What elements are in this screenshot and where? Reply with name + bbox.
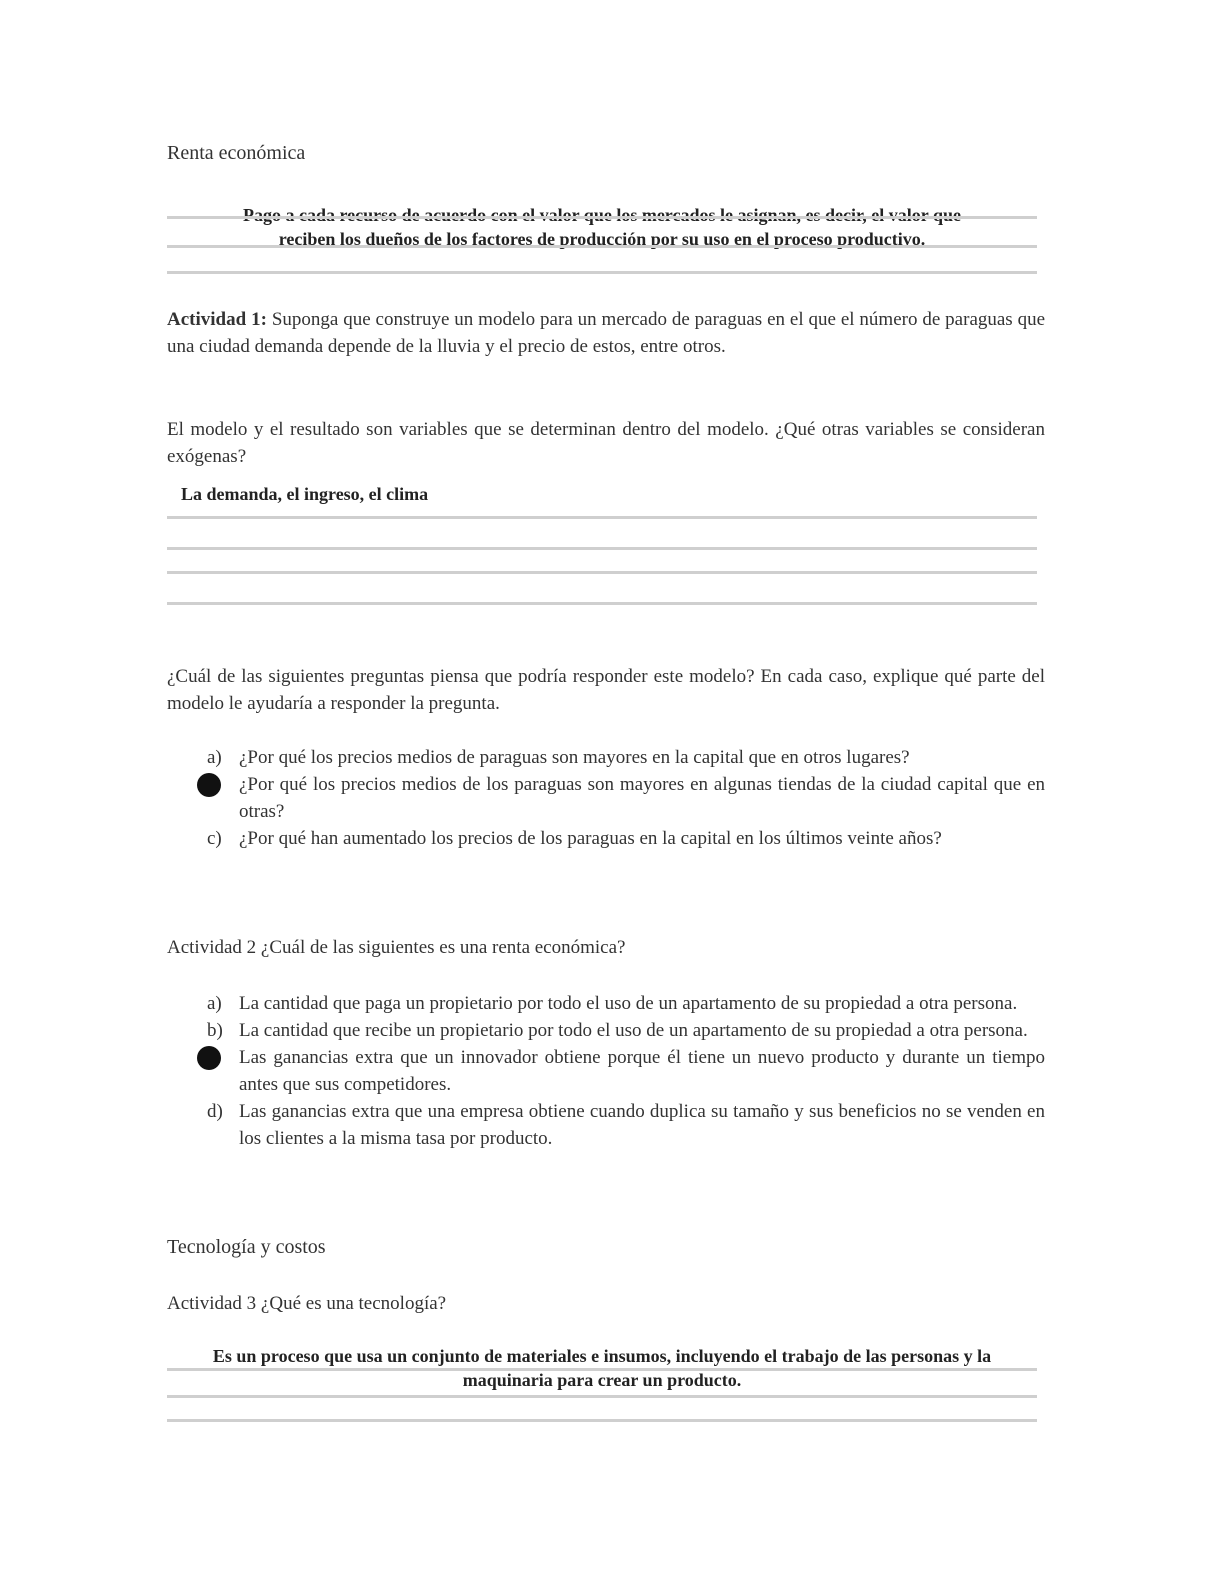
activity-2-question: Actividad 2 ¿Cuál de las siguientes es una renta económica? bbox=[167, 937, 626, 958]
answer-line bbox=[167, 216, 1037, 219]
section-title-tecnologia: Tecnología y costos bbox=[167, 1236, 326, 1258]
option-text: La cantidad que recibe un propietario por todo el uso de un apartamento de su propiedad a otra persona. bbox=[239, 1020, 1028, 1041]
option-c[interactable] bbox=[167, 825, 1045, 852]
option-a[interactable] bbox=[167, 990, 1045, 1017]
section-title-renta: Renta económica bbox=[167, 142, 306, 164]
activity-1-intro-text: Suponga que construye un modelo para un mercado de paraguas en el que el número de paraguas que una ciudad demanda depende de la lluvia y el precio de estos, entre otros. bbox=[167, 309, 1046, 357]
answer-line bbox=[167, 1419, 1037, 1422]
answer-line bbox=[167, 602, 1037, 605]
activity-3-answer: Es un proceso que usa un conjunto de materiales e insumos, incluyendo el trabajo de las personas y la maquinaria para crear un producto. bbox=[212, 1346, 992, 1390]
option-b[interactable] bbox=[167, 1017, 1045, 1044]
activity-2-options bbox=[167, 990, 1045, 1152]
selected-marker-icon bbox=[197, 773, 221, 797]
answer-box-activity-1 bbox=[167, 484, 1037, 505]
activity-1-intro bbox=[167, 306, 1045, 360]
option-text: ¿Por qué han aumentado los precios de los paraguas en la capital en los últimos veinte años? bbox=[239, 828, 942, 849]
option-letter: d) bbox=[207, 1101, 223, 1122]
answer-line bbox=[167, 271, 1037, 274]
activity-1-question-2: ¿Cuál de las siguientes preguntas piensa que podría responder este modelo? En cada caso, explique qué parte del modelo le ayudaría a responder la pregunta. bbox=[167, 666, 1045, 714]
selected-marker-icon bbox=[197, 1046, 221, 1070]
answer-box-activity-3 bbox=[167, 1344, 1037, 1392]
option-text: Las ganancias extra que una empresa obtiene cuando duplica su tamaño y sus beneficios no se venden en los clientes a la misma tasa por producto. bbox=[239, 1101, 1045, 1149]
option-letter: b) bbox=[207, 1020, 223, 1041]
option-c[interactable] bbox=[167, 1044, 1045, 1098]
activity-1-question: El modelo y el resultado son variables que se determinan dentro del modelo. ¿Qué otras variables se consideran exógenas? bbox=[167, 419, 1045, 467]
option-letter: c) bbox=[207, 828, 222, 849]
option-text: ¿Por qué los precios medios de los paraguas son mayores en algunas tiendas de la ciudad capital que en otras? bbox=[239, 774, 1045, 822]
answer-line bbox=[167, 1368, 1037, 1371]
activity-3-question: Actividad 3 ¿Qué es una tecnología? bbox=[167, 1293, 447, 1314]
option-b[interactable] bbox=[167, 771, 1045, 825]
answer-text-1: Pago a cada recurso de acuerdo con el valor que los mercados le asignan, es decir, el valor que reciben los dueños de los factores de producción por su uso en el proceso productivo. bbox=[243, 205, 961, 249]
option-a[interactable] bbox=[167, 744, 1045, 771]
option-d[interactable] bbox=[167, 1098, 1045, 1152]
answer-line bbox=[167, 547, 1037, 550]
option-text: ¿Por qué los precios medios de paraguas son mayores en la capital que en otros lugares? bbox=[239, 747, 910, 768]
option-text: La cantidad que paga un propietario por todo el uso de un apartamento de su propiedad a otra persona. bbox=[239, 993, 1018, 1014]
activity-1-options bbox=[167, 744, 1045, 852]
answer-box-1 bbox=[167, 203, 1037, 275]
activity-1-answer: La demanda, el ingreso, el clima bbox=[181, 484, 429, 504]
option-letter: a) bbox=[207, 993, 222, 1014]
activity-1-label: Actividad 1: bbox=[167, 309, 267, 330]
option-text: Las ganancias extra que un innovador obtiene porque él tiene un nuevo producto y durante un tiempo antes que sus competidores. bbox=[239, 1047, 1045, 1095]
answer-line bbox=[167, 1395, 1037, 1398]
answer-line bbox=[167, 516, 1037, 519]
answer-line bbox=[167, 245, 1037, 248]
answer-line bbox=[167, 571, 1037, 574]
option-letter: a) bbox=[207, 747, 222, 768]
